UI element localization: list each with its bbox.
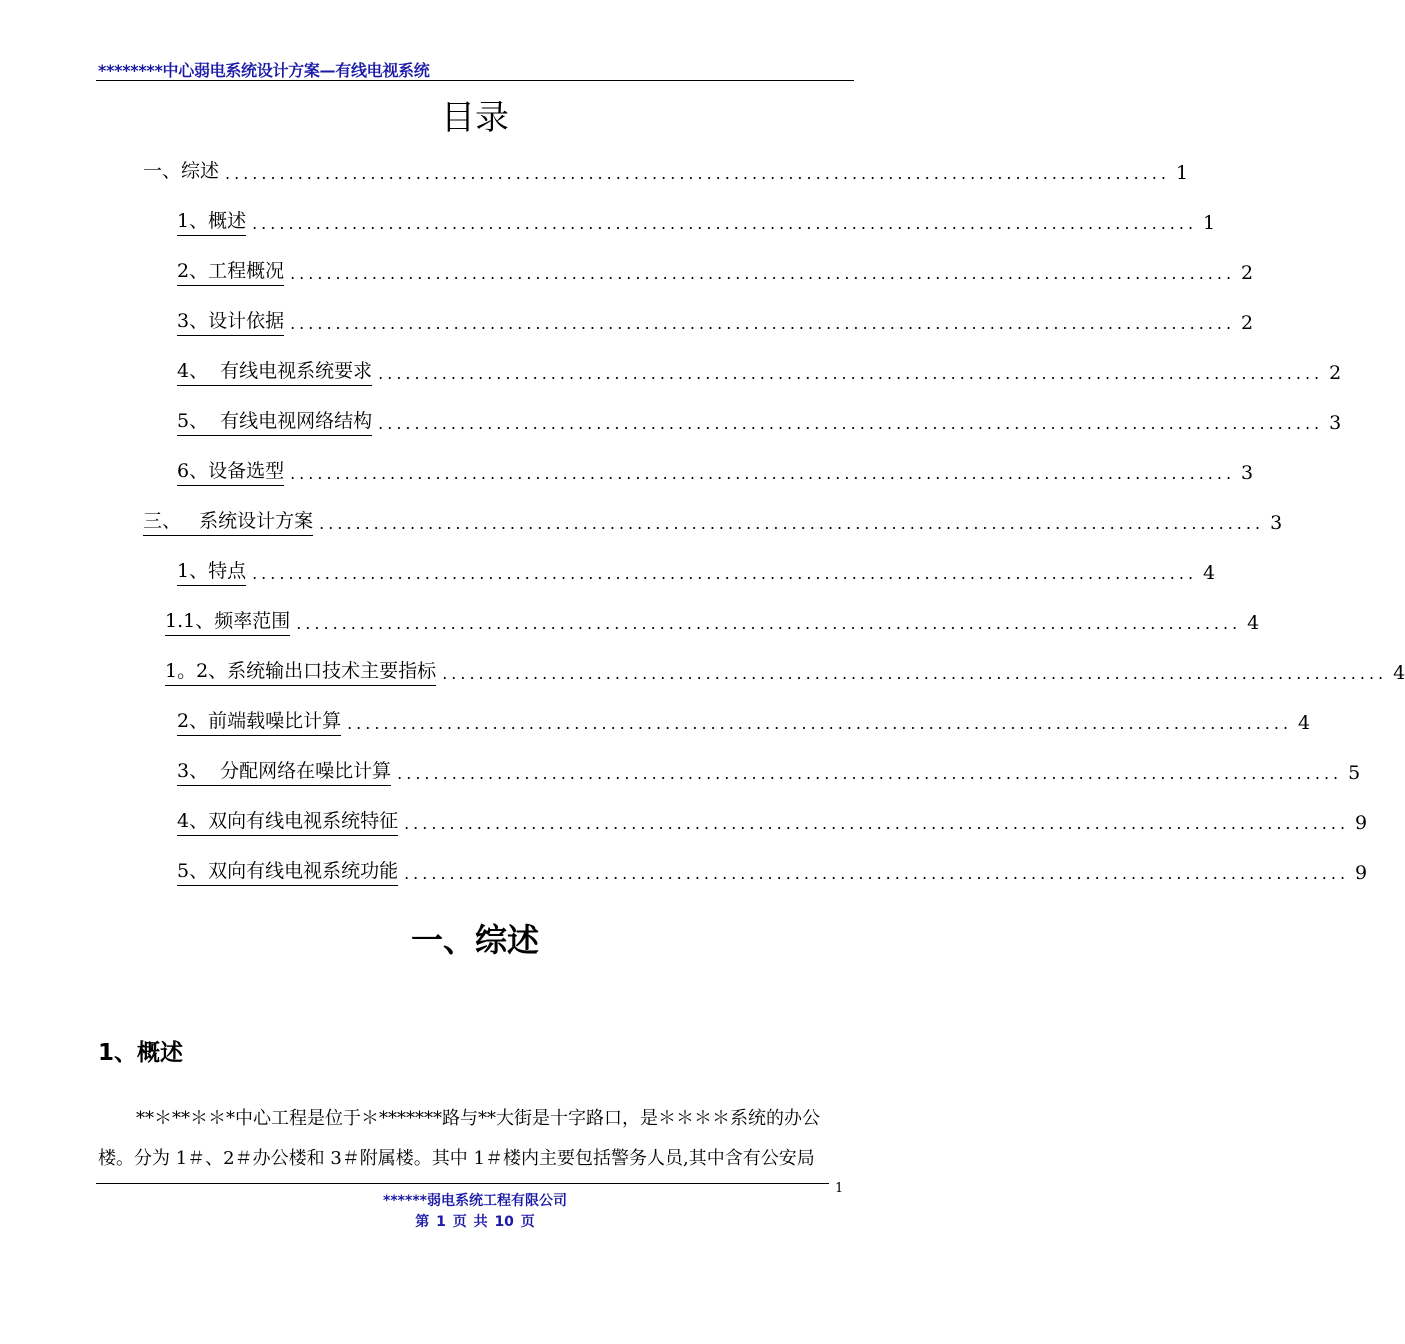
toc-entry-page: 4 [1247, 612, 1260, 634]
toc-leader-dots: ........................................................................................................ [290, 264, 1236, 283]
toc-entry-label: 4、 有线电视系统要求 [177, 356, 372, 386]
toc-entry-page: 4 [1203, 562, 1216, 584]
toc-leader-dots: ........................................................................................................ [225, 164, 1170, 183]
footer-rule [96, 1183, 829, 1184]
header-title: ********中心弱电系统设计方案—有线电视系统 [98, 61, 430, 80]
toc-entry[interactable] [177, 306, 1254, 336]
toc-leader-dots: ........................................................................................................ [347, 714, 1293, 733]
toc-entry[interactable] [177, 556, 1216, 586]
toc-entry-label: 一、综述 [143, 160, 220, 182]
toc-entry-label: 1.1、频率范围 [165, 606, 290, 636]
toc-leader-dots: ........................................................................................................ [296, 614, 1242, 633]
toc-entry-label: 5、 有线电视网络结构 [177, 406, 372, 436]
toc-entry-label: 2、工程概况 [177, 256, 284, 286]
toc-entry[interactable] [177, 356, 1342, 386]
toc-entry-page: 2 [1241, 312, 1254, 334]
toc-leader-dots: ........................................................................................................ [319, 514, 1265, 533]
toc-entry-page: 4 [1393, 662, 1405, 684]
toc-entry[interactable] [177, 456, 1254, 486]
toc-leader-dots: ........................................................................................................ [378, 414, 1324, 433]
toc-entry-page: 1 [1175, 162, 1189, 184]
toc-entry[interactable] [177, 206, 1216, 236]
toc-entry[interactable] [177, 406, 1342, 436]
toc-entry-page: 9 [1355, 862, 1368, 884]
header-rule [96, 80, 854, 81]
toc-entry-label: 4、双向有线电视系统特征 [177, 806, 398, 836]
section-heading: 一、综述 [410, 921, 539, 959]
toc-entry-page: 3 [1329, 412, 1342, 434]
toc-entry[interactable] [177, 856, 1368, 886]
toc-entry-label: 1、特点 [177, 556, 246, 586]
toc-entry-page: 5 [1348, 762, 1361, 784]
toc-entry[interactable] [165, 656, 1405, 686]
toc-leader-dots: ........................................................................................................ [290, 314, 1236, 333]
toc-entry-page: 4 [1298, 712, 1311, 734]
footer-company: ******弱电系统工程有限公司 [383, 1193, 567, 1209]
toc-entry-label: 1、概述 [177, 206, 246, 236]
toc-entry-page: 1 [1203, 212, 1216, 234]
toc-leader-dots: ........................................................................................................ [252, 214, 1198, 233]
paragraph-line: **＊**＊＊*中心工程是位于＊*******路与**大街是十字路口，是＊＊＊＊系统的办公 [136, 1108, 820, 1129]
toc-entry-label: 三、 系统设计方案 [143, 506, 313, 536]
toc-entry-page: 2 [1329, 362, 1342, 384]
footer-page-count: 第 1 页 共 10 页 [415, 1214, 535, 1230]
toc-leader-dots: ........................................................................................................ [252, 564, 1198, 583]
toc-entry-label: 6、设备选型 [177, 456, 284, 486]
toc-leader-dots: ........................................................................................................ [290, 464, 1236, 483]
toc-title: 目录 [441, 98, 509, 138]
toc-entry-page: 3 [1241, 462, 1254, 484]
toc-entry[interactable] [177, 806, 1368, 836]
toc-leader-dots: ........................................................................................................ [378, 364, 1324, 383]
footer-page-number: 1 [835, 1181, 844, 1196]
toc-entry[interactable] [177, 756, 1361, 786]
toc-entry-label: 1。2、系统输出口技术主要指标 [165, 656, 436, 686]
toc-leader-dots: ........................................................................................................ [397, 764, 1343, 783]
toc-entry[interactable] [143, 156, 1189, 186]
toc-entry-label: 2、前端载噪比计算 [177, 706, 341, 736]
toc-entry-page: 3 [1270, 512, 1283, 534]
toc-entry-page: 2 [1241, 262, 1254, 284]
toc-leader-dots: ........................................................................................................ [442, 664, 1388, 683]
toc-entry[interactable] [143, 506, 1283, 536]
sub-heading: 1、概述 [98, 1040, 184, 1066]
toc-entry[interactable] [177, 256, 1254, 286]
toc-entry[interactable] [177, 706, 1311, 736]
toc-leader-dots: ........................................................................................................ [404, 814, 1350, 833]
toc-entry-label: 3、 分配网络在噪比计算 [177, 756, 391, 786]
toc-entry-label: 5、双向有线电视系统功能 [177, 856, 398, 886]
toc-leader-dots: ........................................................................................................ [404, 864, 1350, 883]
toc-entry-label: 3、设计依据 [177, 306, 284, 336]
toc-entry-page: 9 [1355, 812, 1368, 834]
paragraph-line: 楼。分为 1＃、2＃办公楼和 3＃附属楼。其中 1＃楼内主要包括警务人员,其中含有公安局 [98, 1148, 815, 1169]
toc-entry[interactable] [165, 606, 1260, 636]
